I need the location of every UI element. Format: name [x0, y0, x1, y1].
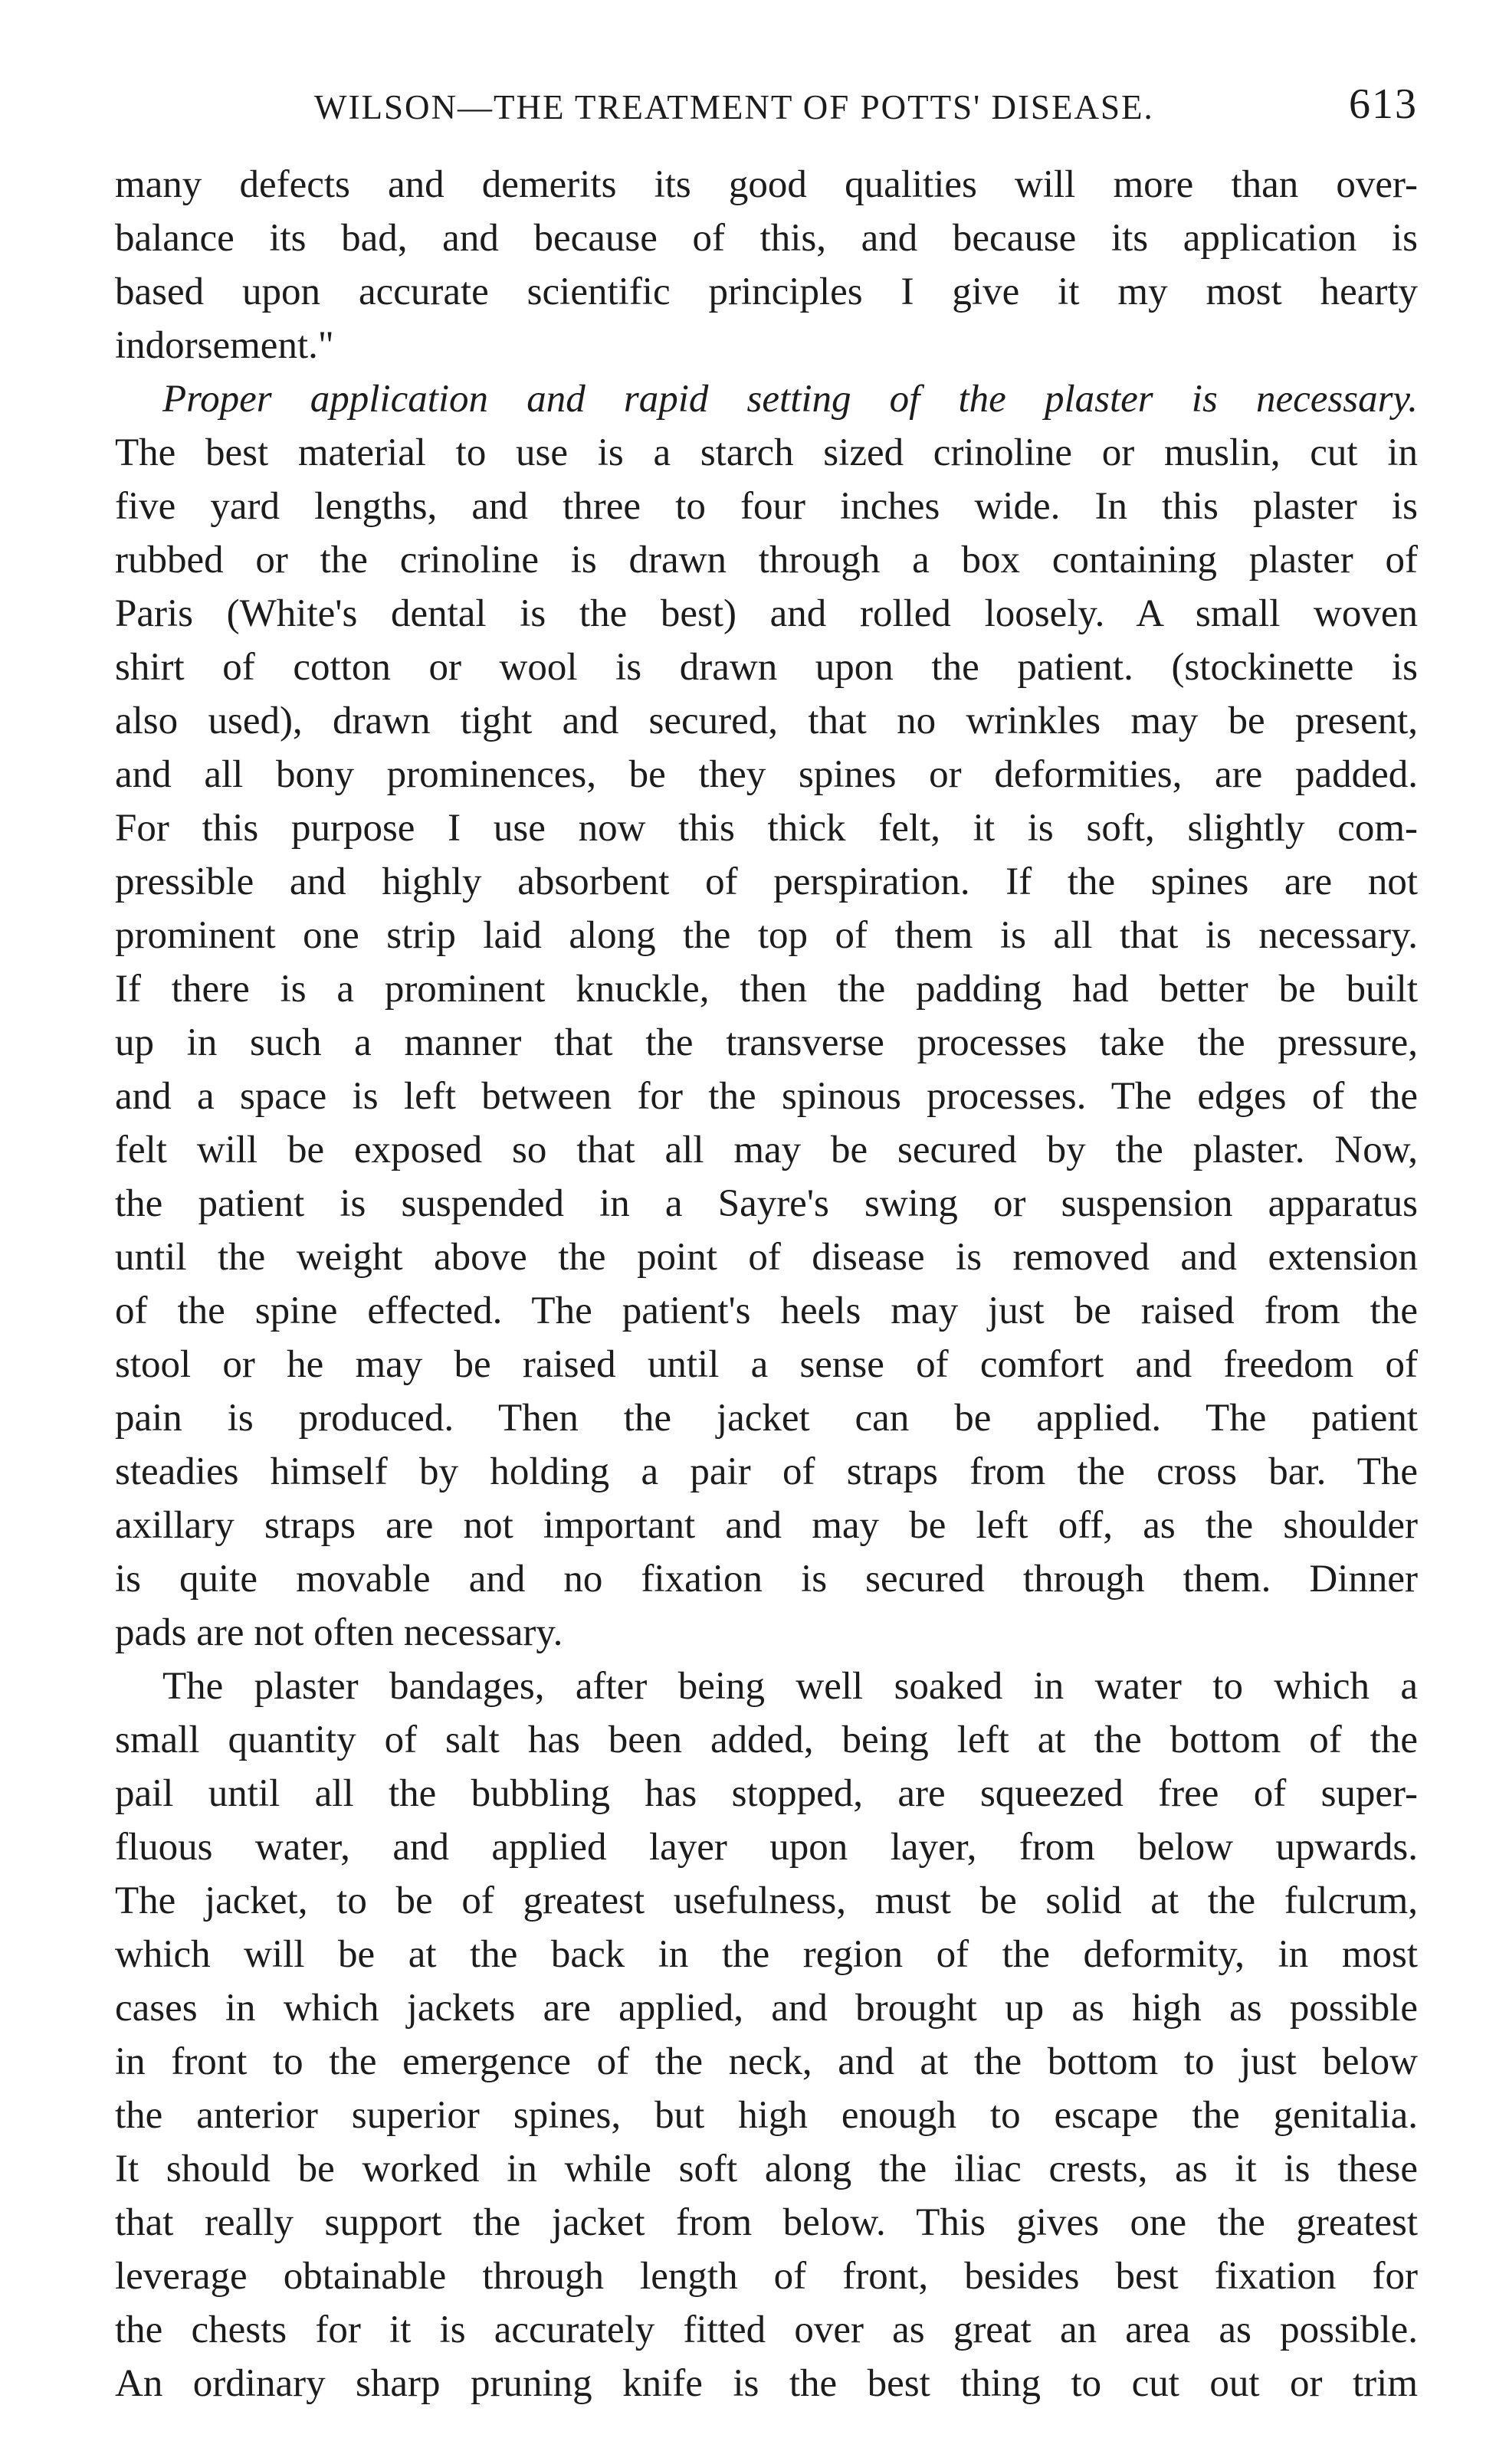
text-line: prominent one strip laid along the top of them is all that is necessary.	[115, 914, 1418, 957]
text-line: and all bony prominences, be they spines or deformities, are padded.	[115, 753, 1418, 796]
text-line: until the weight above the point of disease is removed and extension	[115, 1236, 1418, 1279]
text-line: which will be at the back in the region of the deformity, in most	[115, 1933, 1418, 1976]
text-line: The best material to use is a starch sized crinoline or muslin, cut in	[115, 431, 1418, 474]
text-line: An ordinary sharp pruning knife is the best thing to cut out or trim	[115, 2362, 1418, 2405]
text-line: It should be worked in while soft along the iliac crests, as it is these	[115, 2148, 1418, 2190]
text-line: axillary straps are not important and may be left off, as the shoulder	[115, 1504, 1418, 1547]
text-line: small quantity of salt has been added, being left at the bottom of the	[115, 1719, 1418, 1761]
text-line: For this purpose I use now this thick felt, it is soft, slightly com-	[115, 807, 1418, 850]
text-line: based upon accurate scientific principles I give it my most hearty	[115, 270, 1418, 313]
text-line: and a space is left between for the spinous processes. The edges of the	[115, 1075, 1418, 1118]
text-line: in front to the emergence of the neck, and at the bottom to just below	[115, 2040, 1418, 2083]
text-line: felt will be exposed so that all may be secured by the plaster. Now,	[115, 1129, 1418, 1171]
text-line: The jacket, to be of greatest usefulness, must be solid at the fulcrum,	[115, 1879, 1418, 1922]
text-line: of the spine effected. The patient's heels may just be raised from the	[115, 1289, 1418, 1332]
text-line: pads are not often necessary.	[115, 1611, 563, 1654]
text-line: also used), drawn tight and secured, that no wrinkles may be present,	[115, 700, 1418, 742]
text-line: Paris (White's dental is the best) and rolled loosely. A small woven	[115, 592, 1418, 635]
paragraph	[115, 1660, 1418, 2410]
text-line: five yard lengths, and three to four inches wide. In this plaster is	[115, 485, 1418, 528]
body-text	[115, 158, 1418, 2410]
text-line: cases in which jackets are applied, and brought up as high as possible	[115, 1987, 1418, 2030]
text-line: fluous water, and applied layer upon layer, from below upwards.	[115, 1826, 1418, 1869]
text-line: the anterior superior spines, but high enough to escape the genitalia.	[115, 2094, 1418, 2137]
text-line: rubbed or the crinoline is drawn through a box containing plaster of	[115, 539, 1418, 582]
paragraph	[115, 158, 1418, 372]
text-line: the chests for it is accurately fitted over as great an area as possible.	[115, 2308, 1418, 2351]
text-line: that really support the jacket from below. This gives one the greatest	[115, 2201, 1418, 2244]
running-head: WILSON—THE TREATMENT OF POTTS' DISEASE.	[314, 88, 1154, 126]
text-line: many defects and demerits its good qualities will more than over-	[115, 163, 1418, 206]
text-line: steadies himself by holding a pair of straps from the cross bar. The	[115, 1450, 1418, 1493]
text-line: shirt of cotton or wool is drawn upon the patient. (stockinette is	[115, 646, 1418, 689]
text-line: pail until all the bubbling has stopped, are squeezed free of super-	[115, 1772, 1418, 1815]
text-line: balance its bad, and because of this, and because its application is	[115, 217, 1418, 260]
text-line: The plaster bandages, after being well soaked in water to which a	[162, 1665, 1418, 1708]
text-line: stool or he may be raised until a sense of comfort and freedom of	[115, 1343, 1418, 1386]
paragraph	[115, 372, 1418, 1660]
text-line: pain is produced. Then the jacket can be applied. The patient	[115, 1397, 1418, 1440]
text-line: is quite movable and no fixation is secured through them. Dinner	[115, 1558, 1418, 1601]
text-line: Proper application and rapid setting of the plaster is necessary.	[162, 378, 1418, 421]
text-line: up in such a manner that the transverse processes take the pressure,	[115, 1021, 1418, 1064]
text-line: leverage obtainable through length of front, besides best fixation for	[115, 2255, 1418, 2298]
text-line: indorsement."	[115, 324, 334, 367]
text-line: pressible and highly absorbent of perspiration. If the spines are not	[115, 860, 1418, 903]
page-header	[115, 77, 1418, 146]
text-line: If there is a prominent knuckle, then the padding had better be built	[115, 968, 1418, 1011]
text-line: the patient is suspended in a Sayre's swing or suspension apparatus	[115, 1182, 1418, 1225]
page-number: 613	[1349, 80, 1418, 128]
